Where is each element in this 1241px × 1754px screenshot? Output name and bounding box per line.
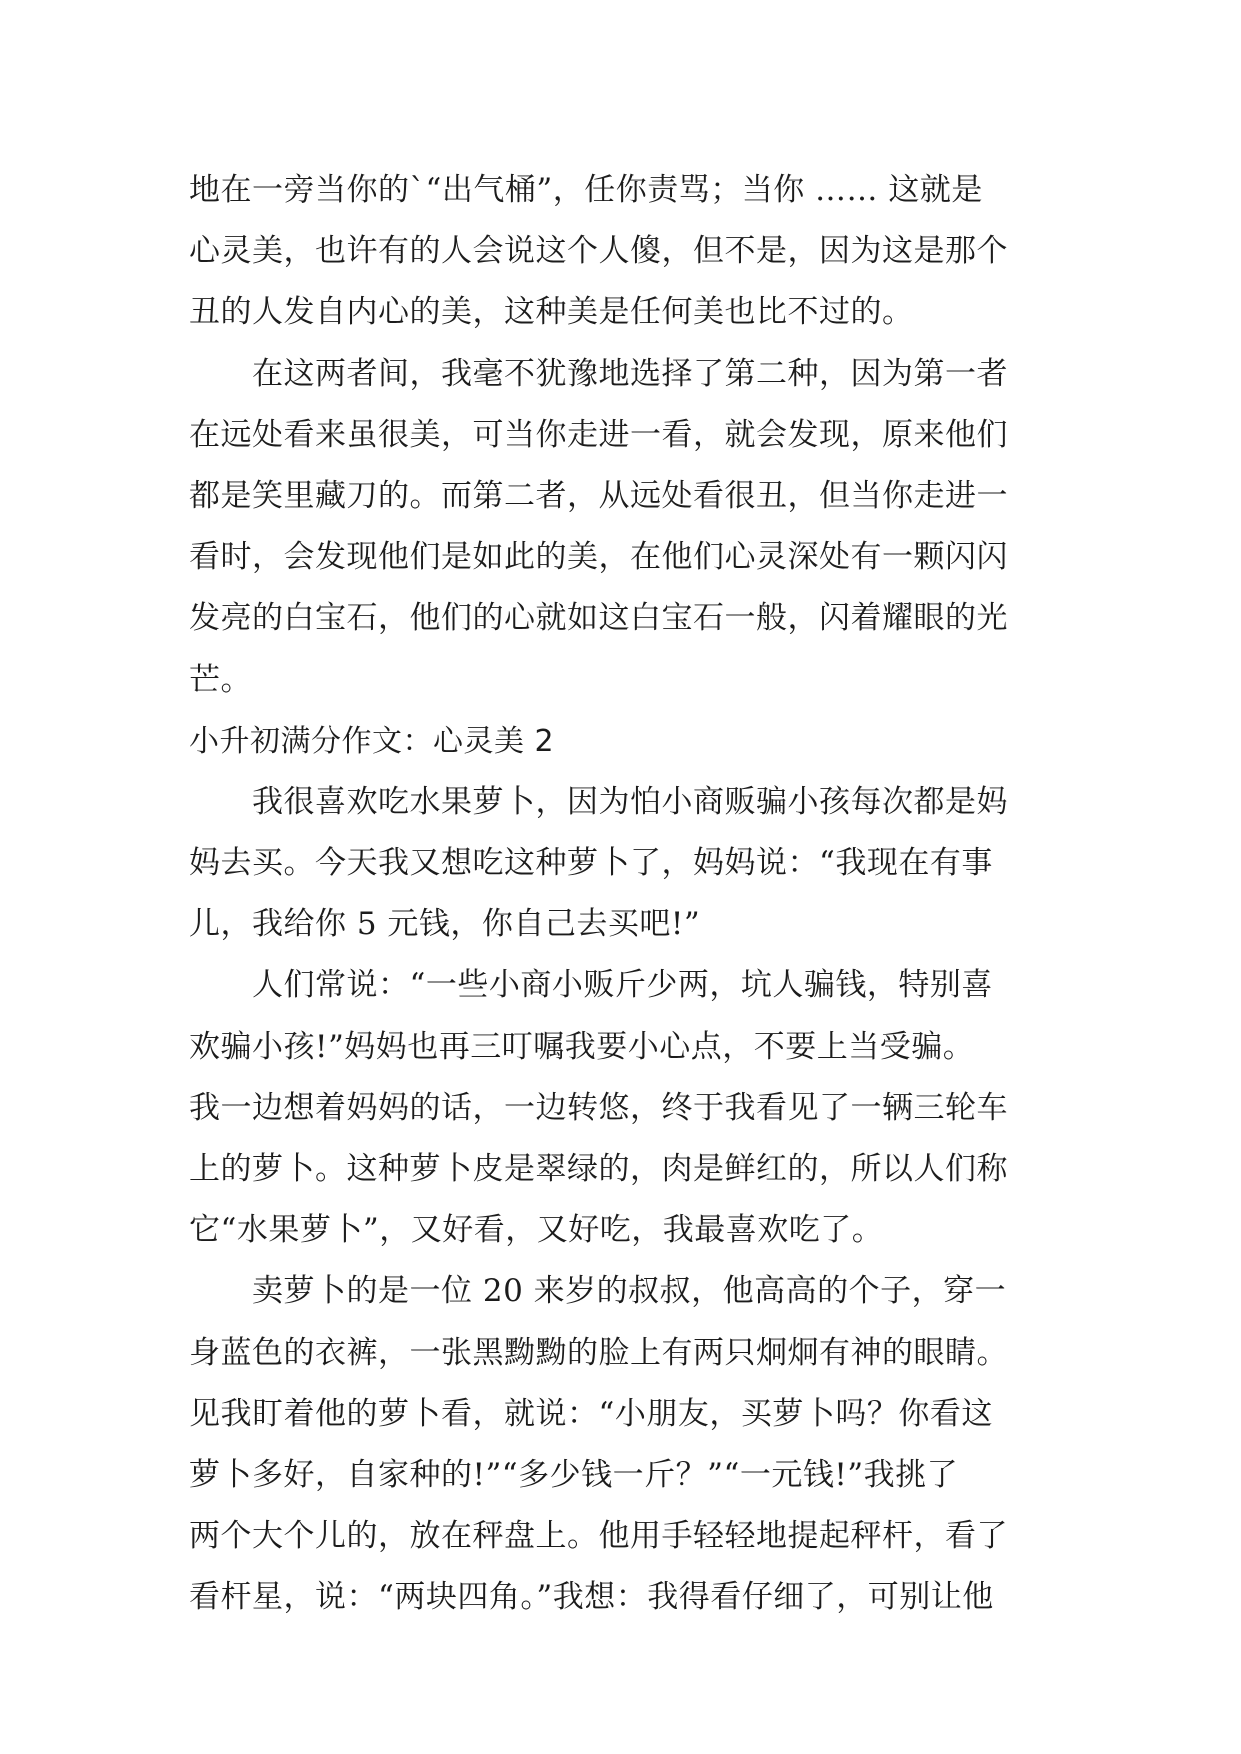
paragraph-line: 我很喜欢吃水果萝卜，因为怕小商贩骗小孩每次都是妈: [189, 783, 1008, 820]
paragraph-line: 它“水果萝卜”，又好看，又好吃，我最喜欢吃了。: [189, 1212, 884, 1249]
paragraph-line: 看杆星，说：“两块四角。”我想：我得看仔细了，可别让他: [189, 1579, 994, 1616]
paragraph-line: 丑的人发自内心的美，这种美是任何美也比不过的。: [189, 294, 914, 331]
paragraph-line: 上的萝卜。这种萝卜皮是翠绿的，肉是鲜红的，所以人们称: [189, 1151, 1008, 1187]
paragraph-line: 卖萝卜的是一位 20 来岁的叔叔，他高高的个子，穿一: [189, 1273, 1007, 1310]
paragraph-line: 看时，会发现他们是如此的美，在他们心灵深处有一颗闪闪: [189, 539, 1008, 576]
paragraph-line: 在远处看来虽很美，可当你走进一看，就会发现，原来他们: [189, 416, 1008, 453]
paragraph-line: 欢骗小孩!”妈妈也再三叮嘱我要小心点，不要上当受骗。: [189, 1028, 975, 1065]
paragraph-line: 见我盯着他的萝卜看，就说：“小朋友，买萝卜吗？你看这: [189, 1395, 993, 1432]
paragraph-line: 在这两者间，我毫不犹豫地选择了第二种，因为第一者: [189, 355, 1008, 392]
paragraph-line: 身蓝色的衣裤，一张黑黝黝的脸上有两只炯炯有神的眼睛。: [189, 1334, 1008, 1371]
paragraph-line: 心灵美，也许有的人会说这个人傻，但不是，因为这是那个: [189, 233, 1008, 270]
paragraph-line: 人们常说：“一些小商小贩斤少两，坑人骗钱，特别喜: [189, 967, 993, 1004]
paragraph-line: 我一边想着妈妈的话，一边转悠，终于我看见了一辆三轮车: [189, 1089, 1008, 1126]
paragraph-line: 芒。: [189, 661, 252, 698]
section-heading: 小升初满分作文：心灵美 2: [189, 723, 555, 759]
paragraph-line: 妈去买。今天我又想吃这种萝卜了，妈妈说：“我现在有事: [189, 845, 993, 882]
paragraph-line: 两个大个儿的，放在秤盘上。他用手轻轻地提起秤杆，看了: [189, 1518, 1008, 1555]
paragraph-line: 地在一旁当你的`“出气桶”，任你责骂；当你 …… 这就是: [189, 172, 983, 208]
paragraph-line: 发亮的白宝石，他们的心就如这白宝石一般，闪着耀眼的光: [189, 600, 1008, 637]
paragraph-line: 萝卜多好，自家种的!”“多少钱一斤？”“一元钱!”我挑了: [189, 1456, 959, 1493]
essay-body: [189, 160, 1059, 1629]
paragraph-line: 儿，我给你 5 元钱，你自己去买吧!”: [189, 906, 701, 943]
paragraph-line: 都是笑里藏刀的。而第二者，从远处看很丑，但当你走进一: [189, 477, 1008, 514]
